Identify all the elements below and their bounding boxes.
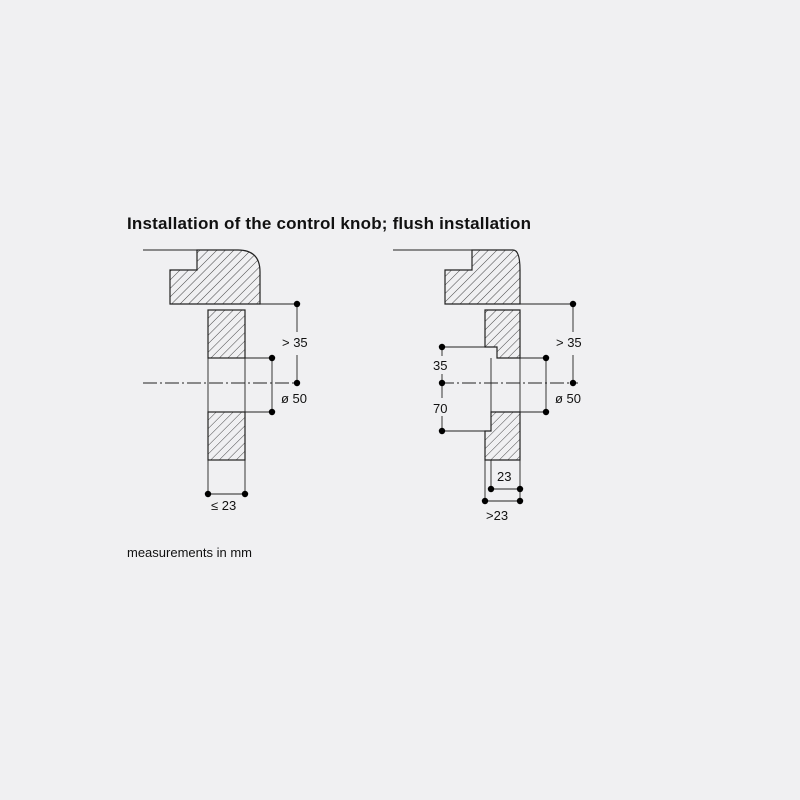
units-note: measurements in mm bbox=[127, 545, 252, 560]
right-knob-section bbox=[445, 250, 520, 304]
dim-dot bbox=[488, 486, 494, 492]
page-title: Installation of the control knob; flush installation bbox=[127, 214, 532, 233]
right-panel-upper bbox=[485, 310, 520, 358]
dim-dot bbox=[242, 491, 248, 497]
dim-dot bbox=[269, 355, 275, 361]
left-knob-section bbox=[170, 250, 260, 304]
left-top-gap-label: > 35 bbox=[282, 335, 308, 350]
dim-dot bbox=[294, 301, 300, 307]
right-lower-label: 70 bbox=[433, 401, 448, 416]
dim-dot bbox=[482, 498, 488, 504]
right-diameter-label: ø 50 bbox=[555, 391, 582, 406]
dim-dot bbox=[570, 301, 576, 307]
dim-dot bbox=[570, 380, 576, 386]
dim-dot bbox=[439, 344, 445, 350]
left-thickness-label: ≤ 23 bbox=[211, 498, 237, 513]
left-diagram bbox=[143, 250, 308, 513]
dim-dot bbox=[517, 498, 523, 504]
right-thickness-label: >23 bbox=[486, 508, 509, 523]
right-inner-label: 23 bbox=[497, 469, 512, 484]
dim-dot bbox=[517, 486, 523, 492]
right-top-gap-label: > 35 bbox=[556, 335, 582, 350]
dim-dot bbox=[269, 409, 275, 415]
dim-dot bbox=[543, 355, 549, 361]
dim-dot bbox=[439, 380, 445, 386]
left-diameter-label: ø 50 bbox=[281, 391, 308, 406]
right-upper-label: 35 bbox=[433, 358, 448, 373]
dim-dot bbox=[294, 380, 300, 386]
dim-dot bbox=[543, 409, 549, 415]
dim-dot bbox=[439, 428, 445, 434]
left-panel-upper bbox=[208, 310, 245, 358]
left-panel-lower bbox=[208, 412, 245, 460]
right-panel-lower bbox=[485, 412, 520, 460]
dim-dot bbox=[205, 491, 211, 497]
right-diagram bbox=[393, 250, 582, 523]
